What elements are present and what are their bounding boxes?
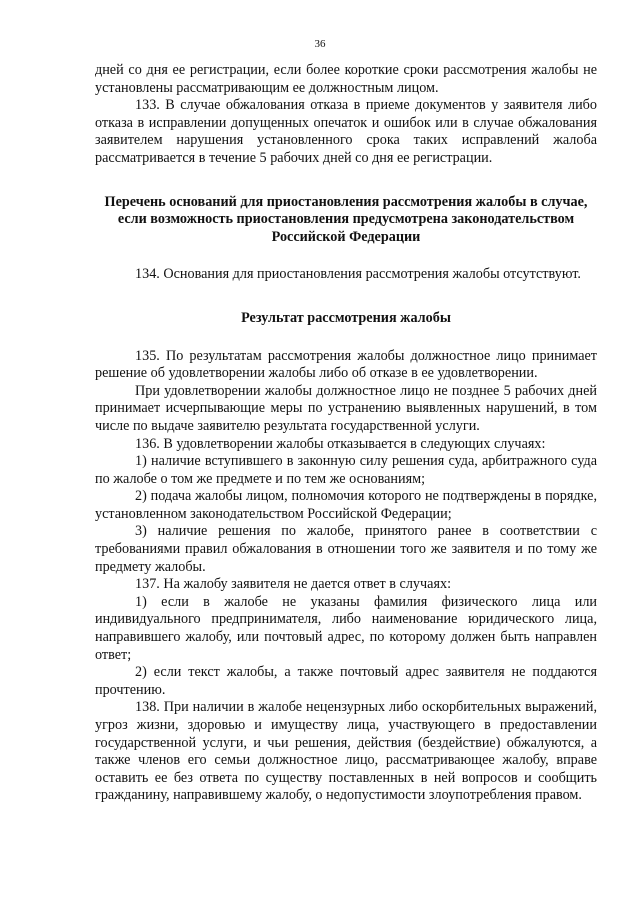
- list-item-136-3: 3) наличие решения по жалобе, принятого ранее в соответствии с требованиями правил обжалования в отношении того же заявителя и по тому же предмету жалобы.: [95, 523, 597, 575]
- paragraph-continuation: дней со дня ее регистрации, если более короткие сроки рассмотрения жалобы не установлены рассматривающим ее должностным лицом.: [95, 62, 597, 96]
- list-item-136-2: 2) подача жалобы лицом, полномочия которого не подтверждены в порядке, установленном законодательством Российской Федерации;: [95, 488, 597, 522]
- paragraph-135: 135. По результатам рассмотрения жалобы должностное лицо принимает решение об удовлетворении жалобы либо об отказе в ее удовлетворении.: [95, 347, 597, 382]
- paragraph-137: 137. На жалобу заявителя не дается ответ в случаях:: [135, 576, 452, 593]
- list-item-137-2: 2) если текст жалобы, а также почтовый адрес заявителя не поддаются прочтению.: [95, 664, 597, 698]
- list-item-136-1: 1) наличие вступившего в законную силу решения суда, арбитражного суда по жалобе о том же предмете и по тем же основаниям;: [95, 453, 597, 487]
- section-heading-result: Результат рассмотрения жалобы: [241, 309, 451, 326]
- paragraph-134: 134. Основания для приостановления рассмотрения жалобы отсутствуют.: [135, 266, 581, 283]
- page-number: 36: [314, 38, 326, 50]
- paragraph-138: 138. При наличии в жалобе нецензурных либо оскорбительных выражений, угроз жизни, здоровью и имуществу лица, участвующего в предоставлении государственной услуги, и чьи решения, действия (бездействие) обжалуются, а также членов его семьи должностное лицо, рассматривающее жалобу, вправе оставить ее без ответа по существу поставленных в ней вопросов и сообщить гражданину, направившему жалобу, о недопустимости злоупотребления правом.: [95, 699, 597, 804]
- paragraph-133: 133. В случае обжалования отказа в приеме документов у заявителя либо отказа в исправлении допущенных опечаток и ошибок или в случае обжалования заявителем нарушения установленного срока таких исправлений жалоба рассматривается в течение 5 рабочих дней со дня ее регистрации.: [95, 97, 597, 166]
- list-item-137-1: 1) если в жалобе не указаны фамилия физического лица или индивидуального предпринимателя, либо наименование юридического лица, направившего жалобу, или почтовый адрес, по которому должен быть направлен ответ;: [95, 593, 597, 663]
- section-heading-suspension: Перечень оснований для приостановления рассмотрения жалобы в случае, если возможность приостановления предусмотрена законодательством Российской Федерации: [104, 193, 588, 245]
- paragraph-136: 136. В удовлетворении жалобы отказывается в следующих случаях:: [135, 435, 546, 452]
- document-body: [95, 62, 597, 805]
- paragraph-135-continued: При удовлетворении жалобы должностное лицо не позднее 5 рабочих дней принимает исчерпывающие меры по устранению выявленных нарушений, в том числе по выдаче заявителю результата государственной услуги.: [95, 382, 597, 434]
